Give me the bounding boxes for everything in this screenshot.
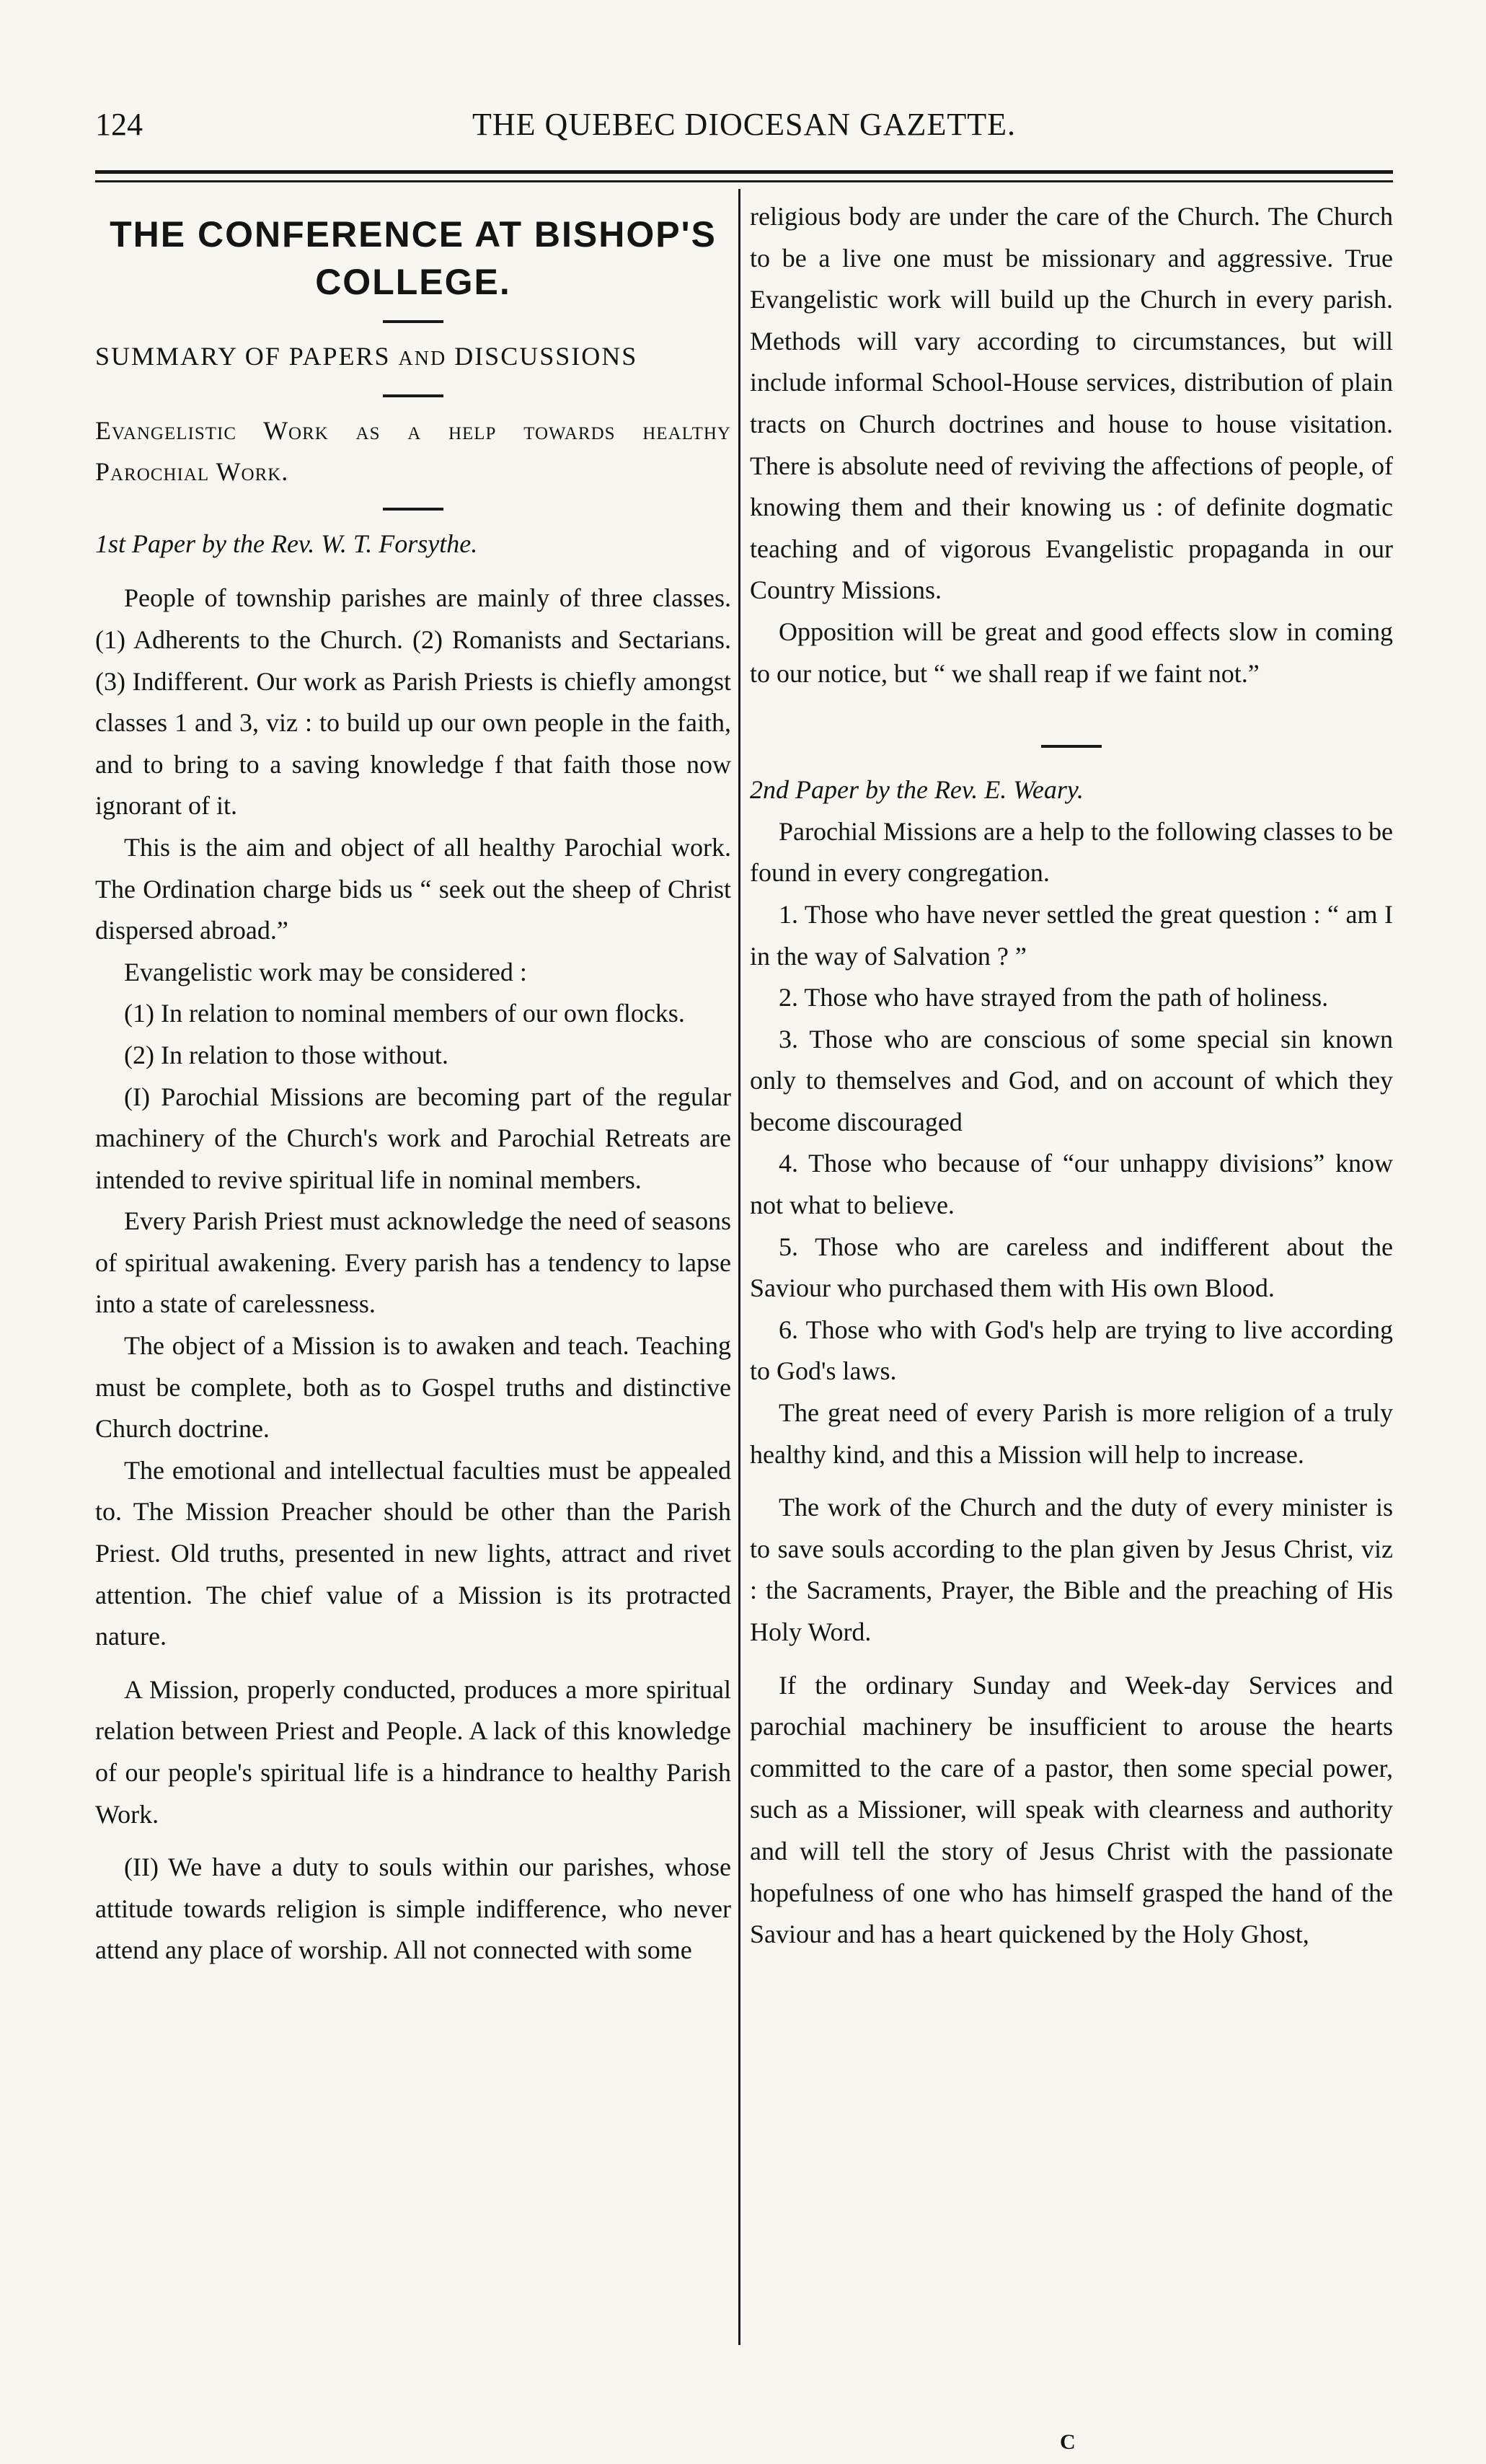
article-title: THE CONFERENCE AT BISHOP'S COLLEGE.: [110, 214, 717, 302]
paper1-byline: 1st Paper by the Rev. W. T. Forsythe.: [95, 529, 478, 558]
list-item: 3. Those who are conscious of some special sin known only to themselves and God, and on account of which they become discouraged: [750, 1024, 1393, 1136]
list-item: 1. Those who have never settled the great question : “ am I in the way of Salvation ? ”: [750, 899, 1393, 971]
column-divider: [738, 189, 740, 2345]
list-item: 4. Those who because of “our unhappy divisions” know not what to believe.: [750, 1149, 1393, 1220]
paragraph: (II) We have a duty to souls within our parishes, whose attitude towards religion is simple indifference, who never attend any place of worship. All not connected with some: [95, 1853, 731, 1965]
page-header: [95, 100, 1393, 150]
paragraph: The work of the Church and the duty of every minister is to save souls according to the plan given by Jesus Christ, viz : the Sacraments, Prayer, the Bible and the preaching of His Holy Word.: [750, 1493, 1393, 1646]
paragraph: The emotional and intellectual faculties must be appealed to. The Mission Preacher should be other than the Parish Priest. Old truths, presented in new lights, attract and rivet attention. The chief value of a Mission is its protracted nature.: [95, 1455, 731, 1651]
subtitle-main: SUMMARY OF PAPERS: [95, 342, 391, 371]
paragraph: Evangelistic work may be considered :: [124, 957, 527, 986]
title-rule: [383, 320, 443, 323]
spacer: [750, 694, 1393, 745]
header-rule-thin: [95, 180, 1393, 182]
spacer: [95, 1835, 731, 1847]
paper-separator-rule: [1041, 745, 1102, 748]
paragraph: People of township parishes are mainly of three classes. (1) Adherents to the Church. (2) Romanists and Sectarians. (3) Indifferent. Our work as Parish Priests is chiefly amongst classes 1 and 3, viz : to build up our own people in the faith, and to bring to a saving knowledge f that faith those now ignorant of it.: [95, 583, 731, 821]
paper2-byline: 2nd Paper by the Rev. E. Weary.: [750, 775, 1084, 805]
journal-title: THE QUEBEC DIOCESAN GAZETTE.: [472, 107, 1016, 142]
paragraph: This is the aim and object of all healthy Parochial work. The Ordination charge bids us “ seek out the sheep of Christ dispersed abroad.”: [95, 832, 731, 945]
paragraph: (2) In relation to those without.: [124, 1040, 448, 1069]
left-column: [95, 196, 731, 1971]
paragraph: (I) Parochial Missions are becoming part of the regular machinery of the Church's work and Parochial Retreats are intended to revive spiritual life in nominal members.: [95, 1082, 731, 1194]
paragraph: Parochial Missions are a help to the following classes to be found in every congregation.: [750, 816, 1393, 888]
paragraph: A Mission, properly conducted, produces a more spiritual relation between Priest and People. A lack of this knowledge of our people's spiritual life is a hindrance to healthy Parish Work.: [95, 1674, 731, 1829]
spacer: [750, 1475, 1393, 1487]
right-column: [750, 196, 1393, 1956]
paragraph: The great need of every Parish is more religion of a truly healthy kind, and this a Mission will help to increase.: [750, 1398, 1393, 1469]
list-item: 6. Those who with God's help are trying to live according to God's laws.: [750, 1315, 1393, 1386]
subtitle-rule: [383, 394, 443, 397]
paragraph: Opposition will be great and good effects slow in coming to our notice, but “ we shall reap if we faint not.”: [750, 617, 1393, 688]
subtitle-and: AND: [398, 348, 447, 370]
spacer: [750, 1653, 1393, 1665]
spacer: [95, 1658, 731, 1669]
subtitle-end: DISCUSSIONS: [454, 342, 638, 371]
header-rule-thick: [95, 170, 1393, 174]
list-item: 2. Those who have strayed from the path of holiness.: [779, 983, 1329, 1012]
page-number: 124: [95, 107, 143, 142]
paragraph: (1) In relation to nominal members of our own flocks.: [124, 999, 685, 1028]
list-item: 5. Those who are careless and indifferent about the Saviour who purchased them with His own Blood.: [750, 1232, 1393, 1303]
article-subtitle: [95, 336, 731, 380]
signature-mark: C: [1060, 2430, 1076, 2454]
paragraph: religious body are under the care of the Church. The Church to be a live one must be missionary and aggressive. True Evangelistic work will build up the Church in every parish. Methods will vary according to circumstances, but will include informal School-House services, distribution of plain tracts on Church doctrines and house to house visitation. There is absolute need of reviving the affections of people, of knowing them and their knowing us : of definite dogmatic teaching and of vigorous Evangelistic propaganda in our Country Missions.: [750, 202, 1393, 605]
section-rule: [383, 508, 443, 511]
paragraph: Every Parish Priest must acknowledge the need of seasons of spiritual awakening. Every parish has a tendency to lapse into a state of carelessness.: [95, 1206, 731, 1319]
paragraph: The object of a Mission is to awaken and teach. Teaching must be complete, both as to Gospel truths and distinctive Church doctrine.: [95, 1331, 731, 1444]
section-heading: Evangelistic Work as a help towards healthy Parochial Work.: [95, 415, 731, 487]
paragraph: If the ordinary Sunday and Week-day Services and parochial machinery be insufficient to arouse the hearts committed to the care of a pastor, then some special power, such as a Missioner, will speak with clearness and authority and will tell the story of Jesus Christ with the passionate hopefulness of one who has himself grasped the hand of the Saviour and has a heart quickened by the Holy Ghost,: [750, 1670, 1393, 1949]
